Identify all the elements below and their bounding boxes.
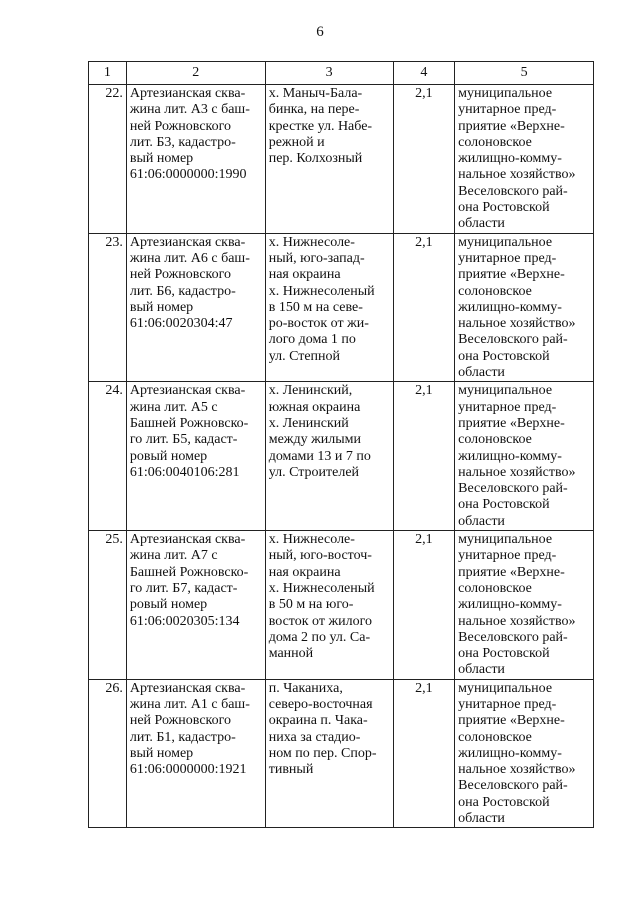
location-cell: [265, 85, 393, 234]
location-line: восток от жилого: [268, 613, 372, 629]
object-name-line: вый номер: [129, 151, 194, 167]
row-number: 22.: [89, 85, 127, 234]
owner-line: унитарное пред-: [458, 250, 557, 266]
location-line: пер. Колхозный: [268, 151, 363, 167]
object-name-line: Артезианская сква-: [129, 234, 246, 250]
object-name-line: лит. Б1, кадастро-: [129, 729, 236, 745]
owner-line: солоновское: [458, 580, 532, 596]
owner-line: жилищно-комму-: [458, 151, 562, 167]
owner-line: приятие «Верхне-: [458, 713, 565, 729]
location-line: окраина п. Чака-: [268, 713, 368, 729]
location-line: х. Нижнесоленый: [268, 580, 375, 596]
owner-line: солоновское: [458, 432, 532, 448]
owner-line: она Ростовской: [458, 646, 550, 662]
owner-line: унитарное пред-: [458, 696, 557, 712]
row-number: 24.: [89, 382, 127, 531]
location-line: бинка, на пере-: [268, 102, 360, 118]
value-cell: 2,1: [393, 382, 455, 531]
owner-line: области: [458, 513, 505, 529]
owner-line: области: [458, 811, 505, 827]
object-name-line: 61:06:0020305:134: [129, 613, 240, 629]
object-name-line: Башней Рожновско-: [129, 564, 249, 580]
owner-line: муниципальное: [458, 234, 553, 250]
owner-line: солоновское: [458, 134, 532, 150]
object-name-line: жина лит. А1 с баш-: [129, 696, 250, 712]
location-line: ный, юго-восточ-: [268, 548, 372, 564]
object-name-cell: [126, 233, 265, 382]
object-name-line: вый номер: [129, 299, 194, 315]
owner-line: солоновское: [458, 283, 532, 299]
location-line: ная окраина: [268, 564, 341, 580]
object-name-line: ней Рожновского: [129, 118, 232, 134]
location-line: ниха за стадио-: [268, 729, 361, 745]
owner-line: нальное хозяйство»: [458, 167, 576, 183]
location-cell: [265, 233, 393, 382]
location-cell: [265, 531, 393, 680]
location-line: северо-восточная: [268, 696, 373, 712]
owner-line: унитарное пред-: [458, 548, 557, 564]
object-name-line: го лит. Б5, кадаст-: [129, 432, 238, 448]
location-line: х. Маныч-Бала-: [268, 86, 363, 101]
object-name-line: Башней Рожновско-: [129, 415, 249, 431]
table-row: [89, 85, 594, 234]
owner-line: приятие «Верхне-: [458, 267, 565, 283]
owner-line: приятие «Верхне-: [458, 415, 565, 431]
object-name-line: 61:06:0000000:1921: [129, 762, 247, 778]
location-line: манной: [268, 646, 314, 662]
owner-cell: [455, 679, 594, 828]
location-line: дома 2 по ул. Са-: [268, 629, 371, 645]
owner-line: жилищно-комму-: [458, 299, 562, 315]
owner-line: области: [458, 662, 505, 678]
value-cell: 2,1: [393, 85, 455, 234]
object-name-line: Артезианская сква-: [129, 86, 246, 101]
object-name-line: вый номер: [129, 745, 194, 761]
owner-line: муниципальное: [458, 680, 553, 696]
table-row: [89, 679, 594, 828]
owner-line: она Ростовской: [458, 794, 550, 810]
object-name-line: Артезианская сква-: [129, 532, 246, 548]
location-line: ном по пер. Спор-: [268, 745, 377, 761]
owner-line: нальное хозяйство»: [458, 316, 576, 332]
value-cell: 2,1: [393, 233, 455, 382]
page-number: 6: [316, 24, 324, 40]
location-line: ная окраина: [268, 267, 341, 283]
owner-line: унитарное пред-: [458, 399, 557, 415]
location-cell: [265, 382, 393, 531]
location-line: крестке ул. Набе-: [268, 118, 373, 134]
owner-line: области: [458, 216, 505, 232]
object-name-line: ней Рожновского: [129, 713, 232, 729]
owner-cell: [455, 531, 594, 680]
object-name-line: лит. Б3, кадастро-: [129, 134, 236, 150]
owner-line: нальное хозяйство»: [458, 613, 576, 629]
location-line: ул. Строителей: [268, 464, 360, 480]
location-cell: [265, 679, 393, 828]
column-header: 3: [265, 62, 393, 85]
location-line: п. Чаканиха,: [268, 680, 343, 696]
location-line: в 150 м на севе-: [268, 299, 363, 315]
owner-line: Веселовского рай-: [458, 332, 568, 348]
object-name-cell: [126, 382, 265, 531]
column-header: 4: [393, 62, 455, 85]
location-line: тивный: [268, 762, 314, 778]
owner-line: Веселовского рай-: [458, 481, 568, 497]
owner-line: Веселовского рай-: [458, 778, 568, 794]
table-header-row: [89, 62, 594, 85]
owner-line: жилищно-комму-: [458, 745, 562, 761]
column-header: 5: [455, 62, 594, 85]
column-header: 1: [89, 62, 127, 85]
owner-line: Веселовского рай-: [458, 183, 568, 199]
object-name-cell: [126, 531, 265, 680]
location-line: ный, юго-запад-: [268, 250, 365, 266]
row-number: 23.: [89, 233, 127, 382]
location-line: х. Нижнесоле-: [268, 532, 355, 548]
owner-line: она Ростовской: [458, 497, 550, 513]
owner-cell: [455, 85, 594, 234]
location-line: режной и: [268, 134, 325, 150]
object-name-line: жина лит. А3 с баш-: [129, 102, 250, 118]
column-header: 2: [126, 62, 265, 85]
object-name-line: Артезианская сква-: [129, 383, 246, 399]
object-name-line: 61:06:0000000:1990: [129, 167, 247, 183]
object-name-line: 61:06:0040106:281: [129, 464, 240, 480]
owner-line: муниципальное: [458, 532, 553, 548]
table-row: [89, 382, 594, 531]
object-name-line: ровый номер: [129, 448, 208, 464]
object-name-line: ней Рожновского: [129, 267, 232, 283]
owner-line: муниципальное: [458, 86, 553, 101]
owner-line: области: [458, 365, 505, 381]
object-name-line: жина лит. А7 с: [129, 548, 218, 564]
owner-line: она Ростовской: [458, 200, 550, 216]
location-line: ул. Степной: [268, 348, 341, 364]
object-name-cell: [126, 85, 265, 234]
object-name-line: 61:06:0020304:47: [129, 316, 233, 332]
wells-table: [88, 61, 594, 828]
table-body: [89, 85, 594, 828]
value-cell: 2,1: [393, 679, 455, 828]
object-name-line: го лит. Б7, кадаст-: [129, 580, 238, 596]
object-name-line: жина лит. А5 с: [129, 399, 218, 415]
owner-line: солоновское: [458, 729, 532, 745]
owner-line: нальное хозяйство»: [458, 464, 576, 480]
row-number: 26.: [89, 679, 127, 828]
owner-line: приятие «Верхне-: [458, 118, 565, 134]
location-line: х. Нижнесоленый: [268, 283, 375, 299]
object-name-line: ровый номер: [129, 597, 208, 613]
table-row: [89, 233, 594, 382]
owner-line: жилищно-комму-: [458, 597, 562, 613]
row-number: 25.: [89, 531, 127, 680]
value-cell: 2,1: [393, 531, 455, 680]
owner-line: муниципальное: [458, 383, 553, 399]
location-line: х. Нижнесоле-: [268, 234, 355, 250]
owner-line: Веселовского рай-: [458, 629, 568, 645]
owner-cell: [455, 233, 594, 382]
owner-line: жилищно-комму-: [458, 448, 562, 464]
table-row: [89, 531, 594, 680]
location-line: лого дома 1 по: [268, 332, 356, 348]
location-line: ро-восток от жи-: [268, 316, 369, 332]
object-name-line: лит. Б6, кадастро-: [129, 283, 236, 299]
owner-line: нальное хозяйство»: [458, 762, 576, 778]
location-line: южная окраина: [268, 399, 361, 415]
owner-cell: [455, 382, 594, 531]
location-line: х. Ленинский,: [268, 383, 353, 399]
location-line: х. Ленинский: [268, 415, 349, 431]
object-name-cell: [126, 679, 265, 828]
owner-line: она Ростовской: [458, 348, 550, 364]
owner-line: унитарное пред-: [458, 102, 557, 118]
location-line: в 50 м на юго-: [268, 597, 354, 613]
location-line: между жилыми: [268, 432, 361, 448]
location-line: домами 13 и 7 по: [268, 448, 371, 464]
owner-line: приятие «Верхне-: [458, 564, 565, 580]
object-name-line: жина лит. А6 с баш-: [129, 250, 250, 266]
object-name-line: Артезианская сква-: [129, 680, 246, 696]
